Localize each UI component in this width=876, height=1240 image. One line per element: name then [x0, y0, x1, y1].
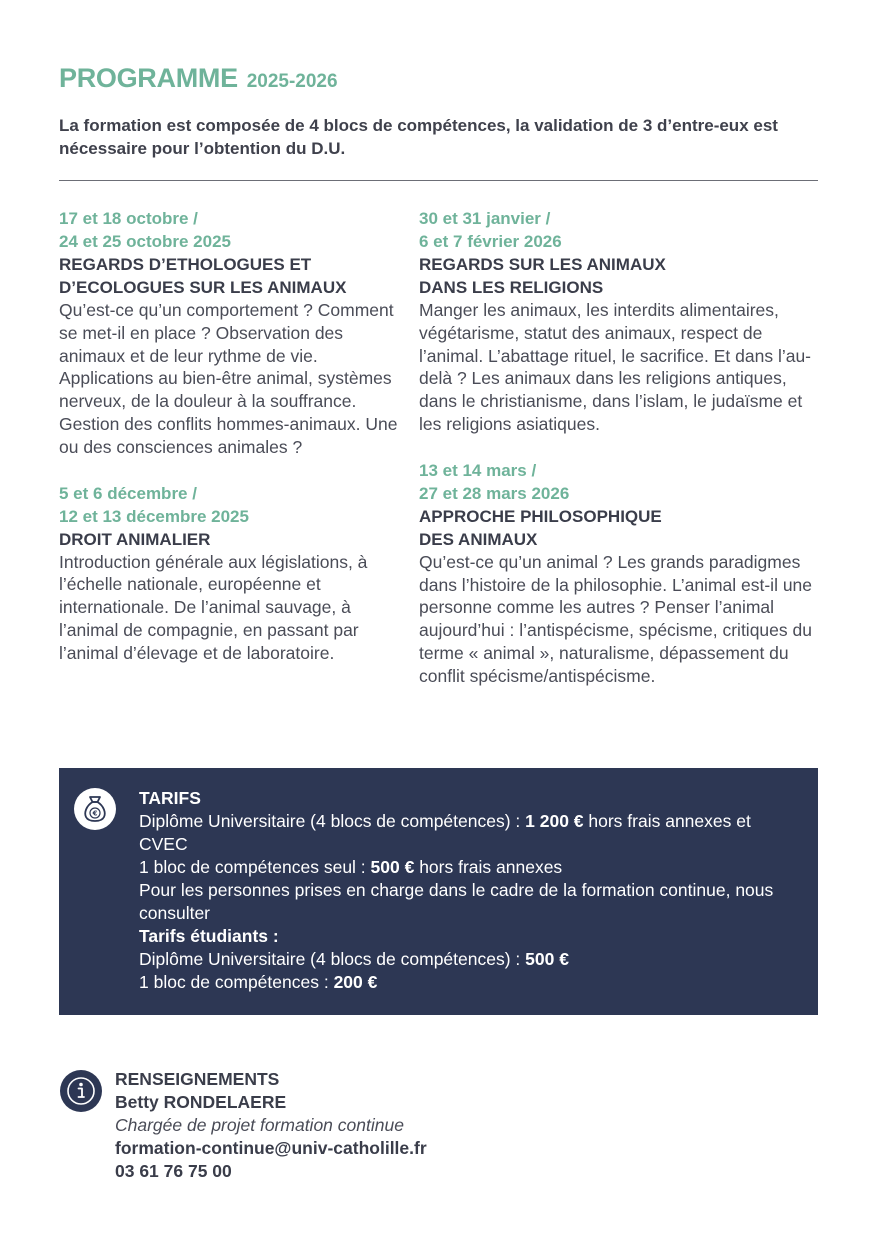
module-ethologues — [59, 207, 404, 459]
tarif-student-du: Diplôme Universitaire (4 blocs de compétences) : 500 € — [139, 949, 569, 969]
price-student-bloc: 200 € — [333, 972, 378, 992]
contact-heading: RENSEIGNEMENTS — [115, 1069, 280, 1089]
money-bag-euro-icon — [73, 787, 117, 831]
tarif-student-bloc: 1 bloc de compétences : 200 € — [139, 972, 378, 992]
intro-text: La formation est composée de 4 blocs de compétences, la validation de 3 d’entre-eux est nécessaire pour l’obtention du D.U. — [59, 116, 778, 158]
contact-phone[interactable]: 03 61 76 75 00 — [115, 1161, 232, 1181]
module-title: DROIT ANIMALIER — [59, 529, 211, 549]
contact-content — [115, 1068, 555, 1183]
tarifs-box — [59, 768, 818, 1015]
module-date: 13 et 14 mars / — [419, 460, 537, 480]
tarif-bloc: 1 bloc de compétences seul : 500 € hors frais annexes — [139, 857, 563, 877]
module-date: 30 et 31 janvier / — [419, 209, 551, 228]
module-date: 17 et 18 octobre / — [59, 209, 198, 228]
module-description: Qu’est-ce qu’un animal ? Les grands paradigmes dans l’histoire de la philosophie. L’animal est-il une personne comme les autres ? Penser l’animal aujourd’hui : l’antispécisme, spécisme, critiques du terme « animal », naturalisme, dépassement du conflit spécisme/antispécisme. — [419, 551, 813, 686]
module-religions — [419, 207, 818, 436]
price-du: 1 200 € — [525, 811, 584, 831]
module-title: D’ECOLOGUES SUR LES ANIMAUX — [59, 278, 347, 297]
programme-section — [59, 58, 818, 686]
module-philosophie — [419, 459, 818, 688]
divider — [59, 180, 818, 181]
module-title: REGARDS SUR LES ANIMAUX — [419, 255, 666, 274]
module-date: 27 et 28 mars 2026 — [419, 483, 570, 503]
svg-text:€: € — [92, 809, 98, 818]
contact-name: Betty RONDELAERE — [115, 1092, 287, 1112]
module-droit — [59, 482, 404, 665]
tarifs-heading: TARIFS — [139, 788, 201, 808]
contact-role: Chargée de projet formation continue — [115, 1115, 404, 1135]
module-date: 6 et 7 février 2026 — [419, 232, 562, 251]
price-bloc: 500 € — [370, 857, 415, 877]
module-title: DES ANIMAUX — [419, 529, 538, 549]
module-date: 5 et 6 décembre / — [59, 483, 197, 503]
page-title — [59, 58, 818, 100]
tarif-continue: Pour les personnes prises en charge dans le cadre de la formation continue, nous consulter — [139, 880, 774, 923]
module-title: REGARDS D’ETHOLOGUES ET — [59, 255, 312, 274]
module-date: 24 et 25 octobre 2025 — [59, 232, 231, 251]
title-programme: PROGRAMME — [59, 63, 238, 93]
tarif-du: Diplôme Universitaire (4 blocs de compétences) : 1 200 € hors frais annexes et CVEC — [139, 811, 751, 854]
price-student-du: 500 € — [525, 949, 569, 969]
contact-email[interactable]: formation-continue@univ-catholille.fr — [115, 1138, 427, 1158]
module-title: DANS LES RELIGIONS — [419, 278, 604, 297]
module-date: 12 et 13 décembre 2025 — [59, 506, 249, 526]
students-heading: Tarifs étudiants : — [139, 926, 279, 946]
module-description: Introduction générale aux législations, à l’échelle nationale, européenne et internationale. De l’animal sauvage, à l’animal de compagnie, en passant par l’animal d’élevage et de laboratoire. — [59, 551, 368, 663]
left-column — [59, 207, 404, 688]
module-description: Qu’est-ce qu’un comportement ? Comment se met-il en place ? Observation des animaux et de leur rythme de vie. Applications au bien-être animal, systèmes nerveux, de la douleur à la souffrance. Gestion des conflits hommes-animaux. Une ou des consciences animales ? — [59, 300, 398, 457]
module-title: APPROCHE PHILOSOPHIQUE — [419, 506, 662, 526]
module-description: Manger les animaux, les interdits alimentaires, végétarisme, statut des animaux, respect de l’animal. L’abattage rituel, le sacrifice. Et dans l’au-delà ? Les animaux dans les religions antiques, dans le christianisme, dans l’islam, le judaïsme et les religions asiatiques. — [419, 300, 812, 434]
title-year: 2025-2026 — [246, 71, 338, 92]
tarifs-content — [139, 787, 799, 994]
info-icon — [59, 1069, 103, 1113]
right-column — [419, 207, 818, 711]
